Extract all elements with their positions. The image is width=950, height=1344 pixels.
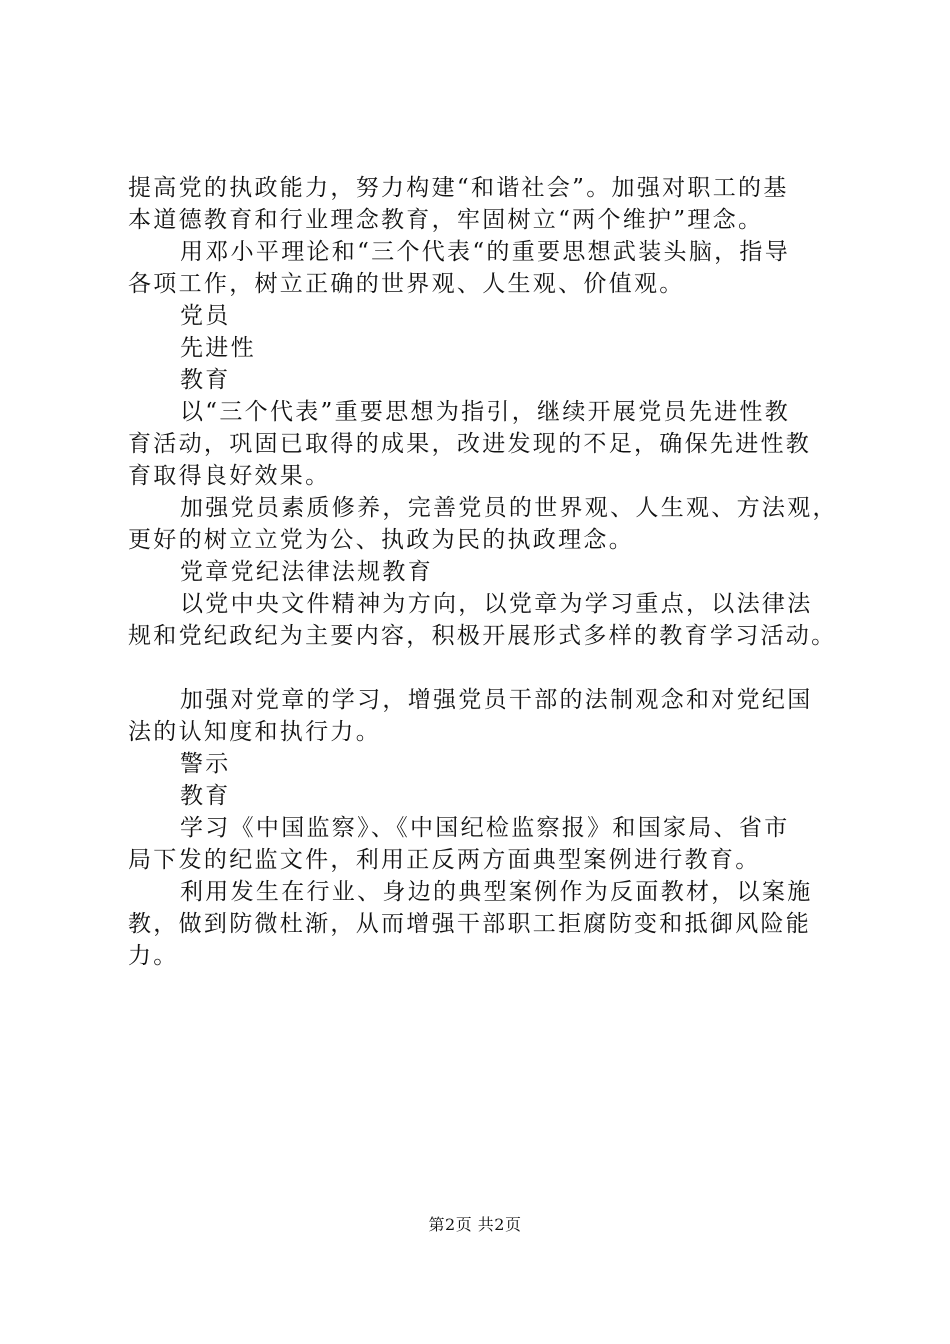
section-heading: 警示 [180, 751, 231, 777]
text-line: 加强对党章的学习，增强党员干部的法制观念和对党纪国 [180, 687, 813, 713]
page-number-footer: 第2页 共2页 [428, 1215, 522, 1234]
text-line: 本道德教育和行业理念教育，牢固树立“两个维护”理念。 [128, 207, 764, 233]
text-line: 育取得良好效果。 [128, 463, 331, 489]
text-line: 以党中央文件精神为方向，以党章为学习重点，以法律法 [180, 591, 813, 617]
section-heading: 先进性 [180, 335, 256, 361]
section-heading: 教育 [180, 367, 231, 393]
document-body [128, 172, 848, 972]
text-line: 局下发的纪监文件，利用正反两方面典型案例进行教育。 [128, 847, 761, 873]
text-line: 以“三个代表”重要思想为指引，继续开展党员先进性教 [180, 399, 791, 425]
blank-line [128, 652, 848, 684]
text-line: 加强党员素质修养，完善党员的世界观、人生观、方法观， [180, 495, 838, 521]
text-line: 力。 [128, 943, 179, 969]
section-heading: 教育 [180, 783, 231, 809]
text-line: 教，做到防微杜渐，从而增强干部职工拒腐防变和抵御风险能 [128, 911, 812, 937]
text-line: 规和党纪政纪为主要内容，积极开展形式多样的教育学习活动。 [128, 623, 837, 649]
section-heading: 党章党纪法律法规教育 [180, 559, 433, 585]
text-line: 育活动，巩固已取得的成果，改进发现的不足，确保先进性教 [128, 431, 812, 457]
text-line: 用邓小平理论和“三个代表“的重要思想武装头脑，指导 [180, 239, 791, 265]
text-line: 各项工作，树立正确的世界观、人生观、价值观。 [128, 271, 685, 297]
text-line: 更好的树立立党为公、执政为民的执政理念。 [128, 527, 634, 553]
text-line: 法的认知度和执行力。 [128, 719, 381, 745]
section-heading: 党员 [180, 303, 231, 329]
text-line: 利用发生在行业、身边的典型案例作为反面教材，以案施 [180, 879, 813, 905]
text-line: 提高党的执政能力，努力构建“和谐社会”。加强对职工的基 [128, 175, 789, 201]
text-line: 学习《中国监察》、《中国纪检监察报》和国家局、省市 [180, 815, 790, 841]
